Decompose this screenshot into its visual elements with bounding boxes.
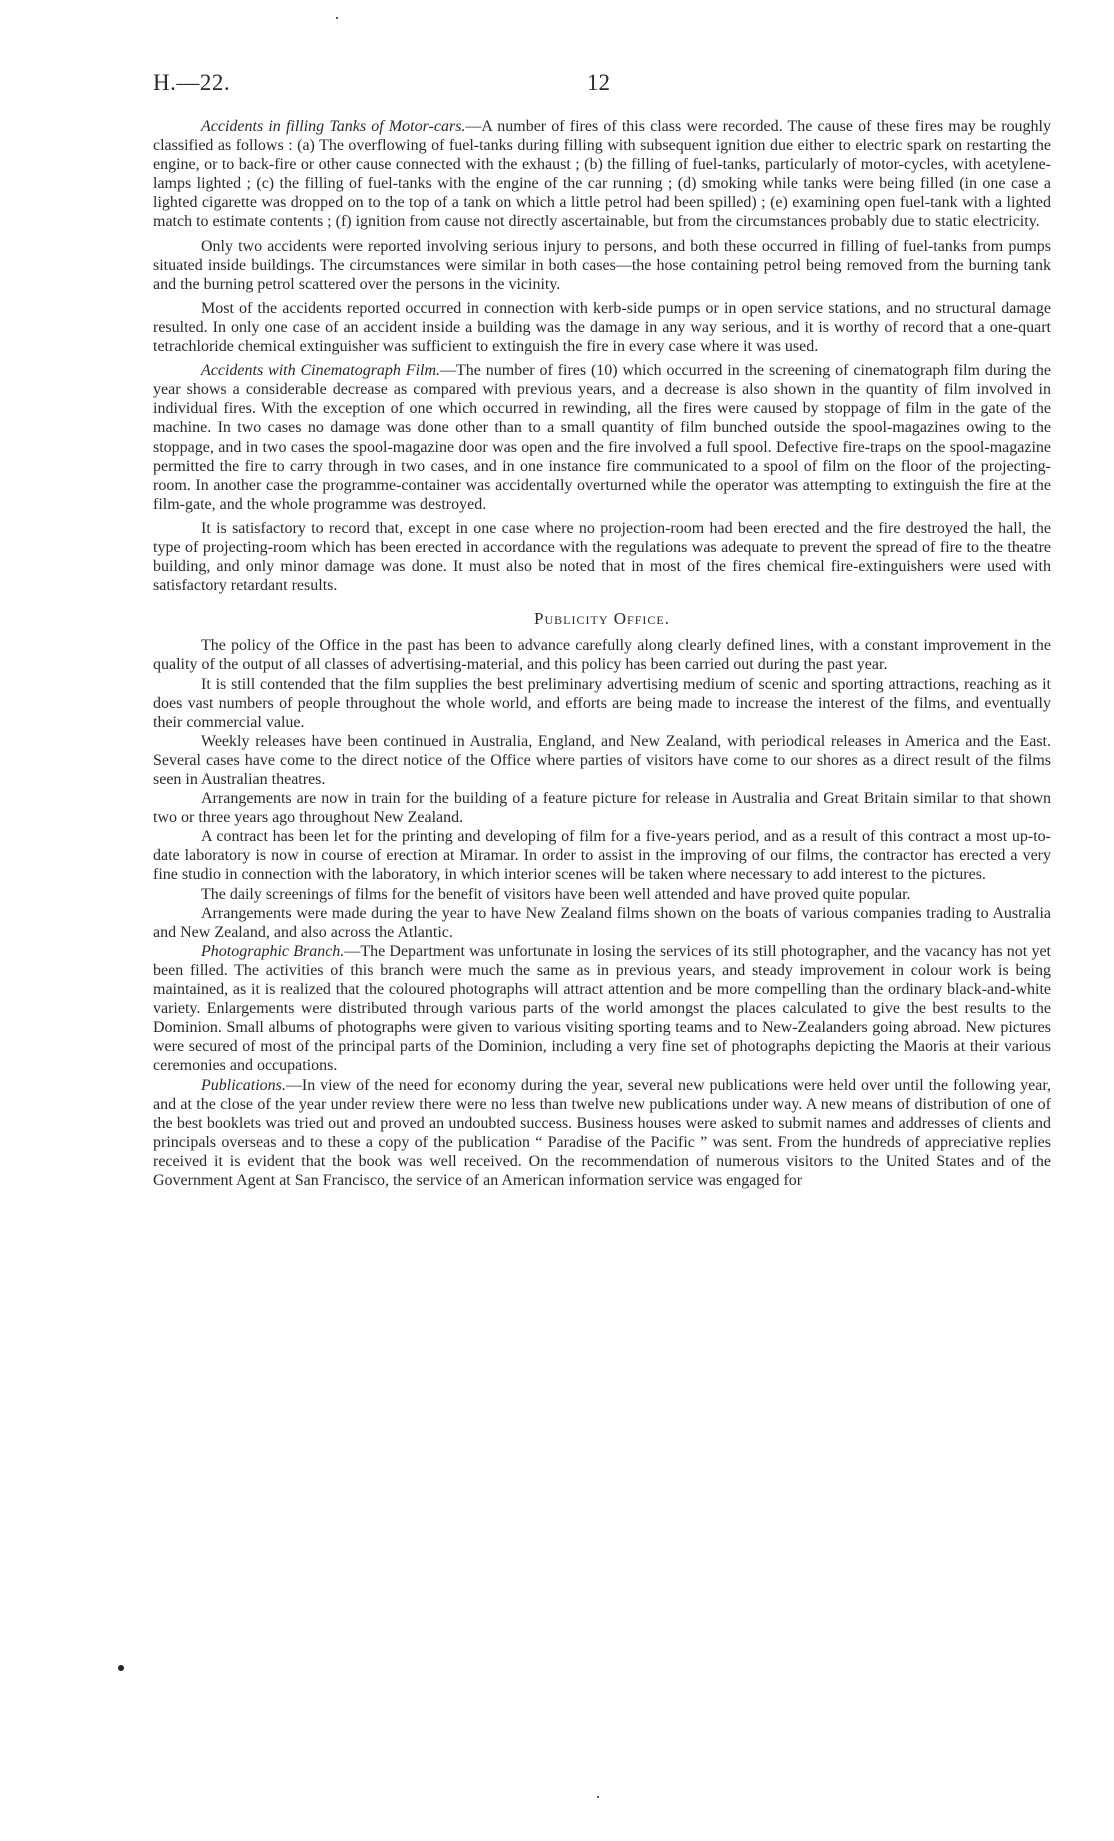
scan-mark-dot [597,1796,599,1798]
publicity-paragraph-4: Arrangements are now in train for the building of a feature picture for release in Australia and Great Britain similar to that shown two or three years ago throughout New Zealand. [153,790,1051,827]
publicity-paragraph-2: It is still contended that the film supplies the best preliminary advertising medium of scenic and sporting attractions, reaching as it does vast numbers of people throughout the whole world, and efforts are being made to increase the interest of the films, and eventually their commercial value. [153,675,1051,731]
photographic-paragraph-text: —The Department was unfortunate in losing the services of its still photographer, and the vacancy has not yet been filled. The activities of this branch were much the same as in previous years, and steady improvement in colour work is being maintained, as it is realized that the coloured photographs will attract attention and be more compelling than the ordinary black-and-white variety. Enlargements were distributed through various parts of the world amongst the places calculated to give the best results to the Dominion. Small albums of photographs were given to various visiting sporting teams and to New-Zealanders going abroad. New pictures were secured of most of the principal parts of the Dominion, including a very fine set of photographs depicting the Maoris at their various ceremonies and occupations. [153,942,1052,1075]
body-text [153,117,1051,1190]
cinematograph-heading: Accidents with Cinematograph Film. [201,362,441,380]
page-number: 12 [587,70,610,95]
photographic-heading: Photographic Branch. [201,942,345,960]
publications-heading: Publications. [201,1076,286,1094]
motor-cars-paragraph-3: Most of the accidents reported occurred in connection with kerb-side pumps or in open service stations, and no structural damage resulted. In only one case of an accident inside a building was the damage in any way serious, and it is worthy of record that a one-quart tetrachloride chemical extinguisher was sufficient to extinguish the fire in every case where it was used. [153,299,1051,356]
report-reference: H.—22. [153,70,231,95]
publicity-paragraph-1: The policy of the Office in the past has been to advance carefully along clearly defined lines, with a constant improvement in the quality of the output of all classes of advertising-material, and this policy has been carried out during the past year. [153,637,1051,674]
photographic-paragraph [153,942,1051,1076]
cinematograph-paragraph-2: It is satisfactory to record that, except in one case where no projection-room had been erected and the fire destroyed the hall, the type of projecting-room which has been erected in accordance with the regulations was adequate to prevent the spread of fire to the theatre building, and only minor damage was done. It must also be noted that in most of the fires chemical fire-extinguishers were used with satisfactory retardant results. [153,519,1051,595]
scan-mark-dot [336,17,338,19]
motor-cars-paragraph-1-text: —A number of fires of this class were recorded. The cause of these fires may be roughly classified as follows : (a) The overflowing of fuel-tanks during filling with subsequent ignition due either to electric spark on restarting the engine, or to back-fire or other cause connected with the exhaust ; (b) the filling of fuel-tanks, particularly of motor-cycles, with acetylene-lamps lighted ; (c) the filling of fuel-tanks with the engine of the car running ; (d) smoking while tanks were being filled (in one case a lighted cigarette was dropped on to the top of a tank on which a little petrol had been spilled) ; (e) examining open fuel-tank with a lighted match to estimate contents ; (f) ignition from cause not directly ascertainable, but from the circumstances probably due to static electricity. [153,118,1051,231]
cinematograph-paragraph-1-text: —The number of fires (10) which occurred in the screening of cinematograph film during the year shows a considerable decrease as compared with previous years, and a decrease is also shown in the quantity of film involved in individual fires. With the exception of one which occurred in rewinding, all the fires were caused by stoppage of film in the gate of the machine. In two cases no damage was done other than to a small quantity of film bunched outside the spool-magazines owing to the stoppage, and in two cases the spool-magazine door was open and the fire involved a full spool. Defective fire-traps on the spool-magazine permitted the fire to carry through in two cases, and in one instance fire communicated to a spool of film on the floor of the projecting-room. In another case the programme-container was accidentally overturned while the operator was attempting to extinguish the fire at the film-gate, and the whole programme was destroyed. [153,362,1052,513]
cinematograph-paragraph-1 [153,361,1051,514]
motor-cars-paragraph-2: Only two accidents were reported involving serious injury to persons, and both these occurred in filling of fuel-tanks from pumps situated inside buildings. The circumstances were similar in both cases—the hose containing petrol being removed from the burning tank and the burning petrol scattered over the persons in the vicinity. [153,237,1051,293]
motor-cars-paragraph-1 [153,117,1051,232]
scan-mark-dot [118,1665,124,1671]
publicity-paragraph-6: The daily screenings of films for the benefit of visitors have been well attended and have proved quite popular. [201,885,911,903]
publications-paragraph-text: —In view of the need for economy during the year, several new publications were held over until the following year, and at the close of the year under review there were no less than twelve new publications under way. A new means of distribution of one of the best booklets was tried out and proved an undoubted success. Business houses were asked to submit names and addresses of clients and principals overseas and to these a copy of the publication “ Paradise of the Pacific ” was sent. From the hundreds of appreciative replies received it is evident that the book was well received. On the recommendation of numerous visitors to the United States and of the Government Agent at San Francisco, the service of an American information service was engaged for [153,1076,1051,1189]
publicity-paragraph-7: Arrangements were made during the year to have New Zealand films shown on the boats of various companies trading to Australia and New Zealand, and also across the Atlantic. [153,904,1051,941]
page-header [153,70,1053,100]
publicity-office-title: Publicity Office. [534,609,670,629]
motor-cars-heading: Accidents in filling Tanks of Motor-cars. [201,118,466,135]
publicity-paragraph-5: A contract has been let for the printing and developing of film for a five-years period, and as a result of this contract a most up-to-date laboratory is now in course of erection at Miramar. In order to assist in the improving of our films, the contractor has erected a very fine studio in connection with the laboratory, in which interior scenes will be taken where necessary to add interest to the pictures. [153,828,1051,884]
publicity-paragraph-3: Weekly releases have been continued in Australia, England, and New Zealand, with periodical releases in America and the East. Several cases have come to the direct notice of the Office where parties of visitors have come to our shores as a direct result of the films seen in Australian theatres. [153,732,1051,788]
publications-paragraph [153,1076,1051,1191]
